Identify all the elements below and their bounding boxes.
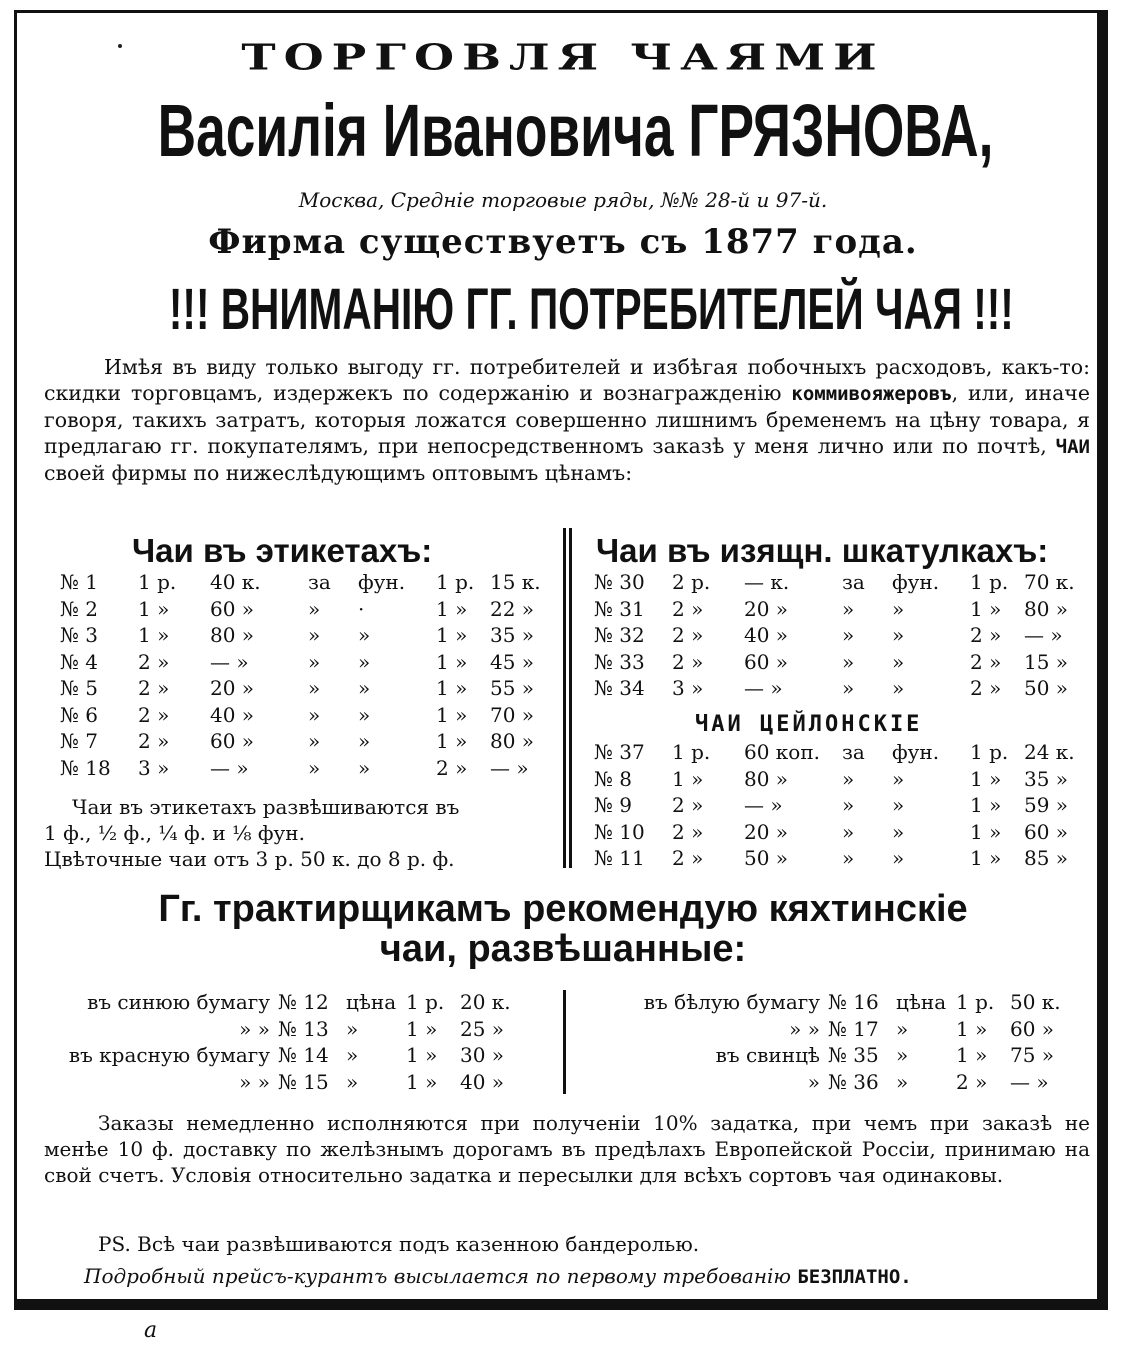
price-cell-no: № 4 (60, 649, 99, 674)
price-row (594, 767, 1094, 793)
price-row (594, 623, 1094, 649)
kyakhta-cell-b: » (346, 1043, 359, 1067)
price-row (60, 756, 560, 782)
price-cell-c1: 2 » (672, 819, 704, 844)
price-cell-c5: 2 » (970, 676, 1002, 700)
price-cell-c1: 1 » (138, 623, 170, 647)
kyakhta-cell-a: » » (239, 1016, 270, 1041)
price-cell-c5: 1 » (436, 649, 468, 674)
price-cell-no: № 1 (60, 570, 99, 594)
price-cell-c6: 15 » (1024, 649, 1069, 674)
kyakhta-cell-c: 1 » (956, 1016, 988, 1041)
kyakhta-cell-d: 50 к. (1010, 990, 1061, 1014)
price-cell-c1: 3 » (138, 755, 170, 780)
price-cell-c5: 2 » (436, 755, 468, 780)
price-row (60, 650, 560, 676)
price-cell-c1: 2 » (138, 729, 170, 753)
price-cell-c6: 50 » (1024, 676, 1069, 700)
price-cell-c2: 20 » (210, 676, 255, 700)
kyakhta-cell-b: цѣна (896, 990, 947, 1014)
kyakhta-cell-b: » (896, 1016, 909, 1041)
kyakhta-cell-a: » » (789, 1016, 820, 1041)
price-cell-c4: » (892, 676, 905, 700)
price-row (594, 740, 1094, 766)
owner-name-heading: Василія Ивановича ГРЯЗНОВА, (157, 89, 994, 172)
price-cell-c5: 1 » (970, 819, 1002, 844)
price-cell-c4: » (892, 623, 905, 647)
price-cell-no: № 33 (594, 649, 645, 674)
kyakhta-cell-d: 20 к. (460, 990, 511, 1014)
kyakhta-cell-d: 75 » (1010, 1043, 1055, 1067)
price-cell-c3: » (842, 846, 855, 870)
price-cell-c3: » (308, 649, 321, 674)
price-cell-c5: 1 » (970, 596, 1002, 621)
price-row (60, 729, 560, 755)
price-cell-c6: 60 » (1024, 819, 1069, 844)
price-cell-c5: 2 » (970, 649, 1002, 674)
etiquette-note-2: 1 ф., ½ ф., ¼ ф. и ⅛ фун. (44, 821, 305, 845)
price-cell-c1: 1 р. (138, 570, 177, 594)
price-cell-c5: 1 » (436, 729, 468, 753)
price-cell-c4: » (892, 766, 905, 791)
price-cell-c6: 15 к. (490, 570, 541, 594)
price-cell-c6: 55 » (490, 676, 535, 700)
price-cell-c2: 20 » (744, 819, 789, 844)
kyakhta-row (594, 990, 1114, 1016)
price-cell-c1: 1 » (138, 596, 170, 621)
price-cell-no: № 3 (60, 623, 99, 647)
price-cell-c4: фун. (892, 570, 940, 594)
price-cell-no: № 2 (60, 596, 99, 621)
kyakhta-cell-no: № 13 (278, 1016, 329, 1041)
price-cell-c6: 45 » (490, 649, 535, 674)
kyakhta-cell-no: № 12 (278, 990, 329, 1014)
price-cell-c3: » (842, 793, 855, 817)
price-cell-c3: » (842, 596, 855, 621)
kyakhta-cell-d: — » (1010, 1069, 1049, 1094)
price-row (60, 703, 560, 729)
price-cell-c2: — » (210, 649, 249, 674)
kyakhta-cell-d: 25 » (460, 1016, 505, 1041)
price-cell-c4: » (892, 596, 905, 621)
kyakhta-row (44, 990, 564, 1016)
price-cell-c3: » (842, 623, 855, 647)
kyakhta-heading-1: Гг. трактирщикамъ рекомендую кяхтинскіе (158, 888, 968, 930)
price-cell-c1: 2 » (138, 702, 170, 727)
pricelist-text: Подробный прейсъ-курантъ высылается по первому требованію (84, 1264, 791, 1288)
kyakhta-cell-a: въ бѣлую бумагу (643, 990, 820, 1014)
ps-line: PS. Всѣ чаи развѣшиваются подъ казенною бандеролью. (98, 1232, 700, 1256)
price-row (594, 676, 1094, 702)
price-cell-c3: » (308, 623, 321, 647)
price-cell-c1: 1 р. (672, 740, 711, 764)
price-cell-c4: фун. (892, 740, 940, 764)
price-cell-c5: 1 » (436, 702, 468, 727)
kyakhta-cell-a: въ синюю бумагу (87, 990, 270, 1014)
price-cell-c3: » (308, 729, 321, 753)
price-cell-c6: — » (490, 755, 529, 780)
ceylon-teas-title: ЧАИ ЦЕЙЛОНСКІЕ (695, 712, 923, 737)
price-cell-c2: 20 » (744, 596, 789, 621)
price-cell-c3: » (308, 676, 321, 700)
price-cell-no: № 6 (60, 702, 99, 727)
founded-line: Фирма существуетъ съ 1877 года. (208, 222, 918, 262)
price-cell-c3: за (842, 740, 865, 764)
price-cell-c6: 80 » (1024, 596, 1069, 621)
price-cell-c2: — » (744, 793, 783, 817)
kyakhta-row (44, 1017, 564, 1043)
kyakhta-cell-b: » (896, 1043, 909, 1067)
intro-text-2: , или, иначе говоря, такихъ затратъ, которыя ложатся совершенно лишнимъ бременемъ на цѣну товара, я предлагаю гг. покупателямъ, при непосредственномъ заказѣ у меня лично или по почтѣ, (44, 381, 1090, 458)
etiquette-teas-title: Чаи въ этикетахъ: (132, 532, 433, 569)
price-cell-no: № 5 (60, 676, 99, 700)
kyakhta-cell-c: 1 р. (956, 990, 995, 1014)
price-cell-c3: за (842, 570, 865, 594)
kyakhta-row (594, 1070, 1114, 1096)
price-cell-no: № 30 (594, 570, 645, 594)
kyakhta-row (44, 1043, 564, 1069)
price-cell-c6: 24 к. (1024, 740, 1075, 764)
kyakhta-cell-no: № 14 (278, 1043, 329, 1067)
price-row (594, 570, 1094, 596)
price-row (594, 820, 1094, 846)
price-cell-c5: 1 » (970, 846, 1002, 870)
price-cell-c3: » (842, 676, 855, 700)
price-cell-c1: 1 » (672, 766, 704, 791)
price-cell-c6: 59 » (1024, 793, 1069, 817)
intro-bold-1: коммивояжеровъ (791, 383, 952, 405)
kyakhta-row (44, 1070, 564, 1096)
price-cell-c4: » (358, 623, 371, 647)
price-cell-c1: 2 » (672, 649, 704, 674)
price-cell-c5: 1 » (436, 676, 468, 700)
kyakhta-cell-d: 40 » (460, 1069, 505, 1094)
price-cell-no: № 32 (594, 623, 645, 647)
price-cell-c5: 1 » (436, 623, 468, 647)
price-row (60, 570, 560, 596)
price-cell-c6: 70 » (490, 702, 535, 727)
price-cell-c1: 2 р. (672, 570, 711, 594)
price-cell-c5: 1 » (436, 596, 468, 621)
price-cell-c2: 40 к. (210, 570, 261, 594)
kyakhta-cell-a: въ красную бумагу (68, 1043, 270, 1067)
price-cell-c1: 2 » (672, 623, 704, 647)
price-cell-c6: — » (1024, 623, 1063, 647)
kyakhta-cell-no: № 35 (828, 1043, 879, 1067)
price-cell-c6: 70 к. (1024, 570, 1075, 594)
price-cell-c2: — » (744, 676, 783, 700)
intro-paragraph (44, 354, 1090, 486)
kyakhta-cell-c: 1 » (406, 1016, 438, 1041)
kyakhta-cell-c: 1 » (406, 1069, 438, 1094)
price-cell-c2: — » (210, 755, 249, 780)
kyakhta-cell-b: » (346, 1016, 359, 1041)
free-word: БЕЗПЛАТНО. (797, 1266, 912, 1288)
price-cell-c2: 50 » (744, 846, 789, 870)
pricelist-line (84, 1264, 912, 1288)
price-cell-no: № 37 (594, 740, 645, 764)
price-cell-c2: 80 » (744, 766, 789, 791)
price-cell-c2: 40 » (744, 623, 789, 647)
price-cell-c4: » (892, 846, 905, 870)
kyakhta-cell-a: » (807, 1069, 820, 1094)
price-cell-c3: » (842, 649, 855, 674)
price-cell-c3: » (842, 819, 855, 844)
price-cell-c1: 2 » (672, 793, 704, 817)
kyakhta-cell-c: 1 р. (406, 990, 445, 1014)
price-cell-c1: 2 » (672, 846, 704, 870)
price-cell-no: № 9 (594, 793, 633, 817)
price-cell-c4: фун. (358, 570, 406, 594)
kyakhta-cell-no: № 17 (828, 1016, 879, 1041)
price-cell-c5: 1 р. (970, 740, 1009, 764)
price-row (594, 650, 1094, 676)
price-cell-c3: » (308, 702, 321, 727)
price-cell-c3: » (308, 596, 321, 621)
price-cell-c2: 60 » (210, 596, 255, 621)
intro-text-1: Имѣя въ виду только выгоду гг. потребителей и избѣгая побочныхъ расходовъ, какъ-то: скидки торговцамъ, издержекъ по содержанію и вознагражденію (44, 355, 1090, 405)
signature-mark: а (144, 1318, 158, 1343)
price-cell-c2: 60 коп. (744, 740, 821, 764)
price-row (60, 676, 560, 702)
price-cell-c6: 35 » (490, 623, 535, 647)
price-row (594, 846, 1094, 872)
kyakhta-cell-no: № 16 (828, 990, 879, 1014)
price-row (594, 793, 1094, 819)
price-cell-c3: » (842, 766, 855, 791)
price-cell-c4: » (358, 729, 371, 753)
price-cell-c2: 60 » (210, 729, 255, 753)
orders-paragraph: Заказы немедленно исполняются при полученіи 10% задатка, при чемъ при заказѣ не менѣе 10 ф. доставку по желѣзнымъ дорогамъ въ предѣлахъ Европейской Россіи, принимаю на свой счетъ. Условія относительно задатка и пересылки для всѣхъ сортовъ чая одинаковы. (44, 1111, 1090, 1187)
kyakhta-cell-c: 1 » (406, 1043, 438, 1067)
attention-heading: !!! ВНИМАНІЮ ГГ. ПОТРЕБИТЕЛЕЙ ЧАЯ !!! (168, 277, 1014, 342)
price-row (594, 597, 1094, 623)
price-cell-no: № 8 (594, 766, 633, 791)
price-cell-no: № 7 (60, 729, 99, 753)
company-trade-heading: ТОРГОВЛЯ ЧАЯМИ (241, 35, 885, 79)
price-row (60, 597, 560, 623)
price-cell-c4: » (358, 676, 371, 700)
price-cell-c6: 35 » (1024, 766, 1069, 791)
flower-tea-note: Цвѣточные чаи отъ 3 р. 50 к. до 8 р. ф. (44, 847, 455, 871)
kyakhta-cell-c: 2 » (956, 1069, 988, 1094)
price-cell-c4: » (358, 702, 371, 727)
price-cell-c4: » (892, 819, 905, 844)
intro-text-3: своей фирмы по нижеслѣдующимъ оптовымъ цѣнамъ: (44, 461, 633, 485)
price-cell-no: № 31 (594, 596, 645, 621)
address-line: Москва, Средніе торговые ряды, №№ 28-й и 97-й. (298, 188, 828, 212)
price-cell-c5: 1 » (970, 793, 1002, 817)
kyakhta-cell-no: № 15 (278, 1069, 329, 1094)
kyakhta-cell-b: » (896, 1069, 909, 1094)
price-cell-c3: за (308, 570, 331, 594)
price-cell-c5: 2 » (970, 623, 1002, 647)
kyakhta-heading-2: чаи, развѣшанные: (379, 928, 747, 970)
intro-bold-2: ЧАИ (1055, 436, 1090, 458)
price-cell-c4: · (358, 596, 365, 621)
casket-teas-title: Чаи въ изящн. шкатулкахъ: (596, 532, 1049, 569)
price-cell-c5: 1 р. (970, 570, 1009, 594)
price-cell-no: № 11 (594, 846, 645, 870)
kyakhta-cell-c: 1 » (956, 1043, 988, 1067)
column-divider-right (569, 528, 572, 868)
price-cell-c6: 85 » (1024, 846, 1069, 870)
price-cell-c2: 60 » (744, 649, 789, 674)
kyakhta-cell-b: » (346, 1069, 359, 1094)
kyakhta-row (594, 1017, 1114, 1043)
price-cell-c3: » (308, 755, 321, 780)
column-divider-left (563, 528, 566, 868)
price-cell-c2: 80 » (210, 623, 255, 647)
price-cell-c4: » (358, 649, 371, 674)
price-cell-c4: » (892, 649, 905, 674)
price-cell-c2: 40 » (210, 702, 255, 727)
kyakhta-row (594, 1043, 1114, 1069)
price-cell-no: № 34 (594, 676, 645, 700)
kyakhta-cell-b: цѣна (346, 990, 397, 1014)
price-cell-c4: » (892, 793, 905, 817)
kyakhta-cell-no: № 36 (828, 1069, 879, 1094)
price-cell-c4: » (358, 755, 371, 780)
etiquette-note-1: Чаи въ этикетахъ развѣшиваются въ (72, 795, 460, 819)
price-cell-c1: 2 » (672, 596, 704, 621)
price-cell-c6: 22 » (490, 596, 535, 621)
price-cell-c1: 2 » (138, 676, 170, 700)
price-cell-c2: — к. (744, 570, 790, 594)
price-row (60, 623, 560, 649)
kyakhta-cell-a: въ свинцѣ (715, 1043, 820, 1067)
price-cell-c5: 1 р. (436, 570, 475, 594)
price-cell-no: № 10 (594, 819, 645, 844)
price-cell-no: № 18 (60, 755, 111, 780)
kyakhta-cell-a: » » (239, 1069, 270, 1094)
kyakhta-cell-d: 30 » (460, 1043, 505, 1067)
kyakhta-cell-d: 60 » (1010, 1016, 1055, 1041)
price-cell-c1: 2 » (138, 649, 170, 674)
price-cell-c1: 3 » (672, 676, 704, 700)
price-cell-c6: 80 » (490, 729, 535, 753)
price-cell-c5: 1 » (970, 766, 1002, 791)
